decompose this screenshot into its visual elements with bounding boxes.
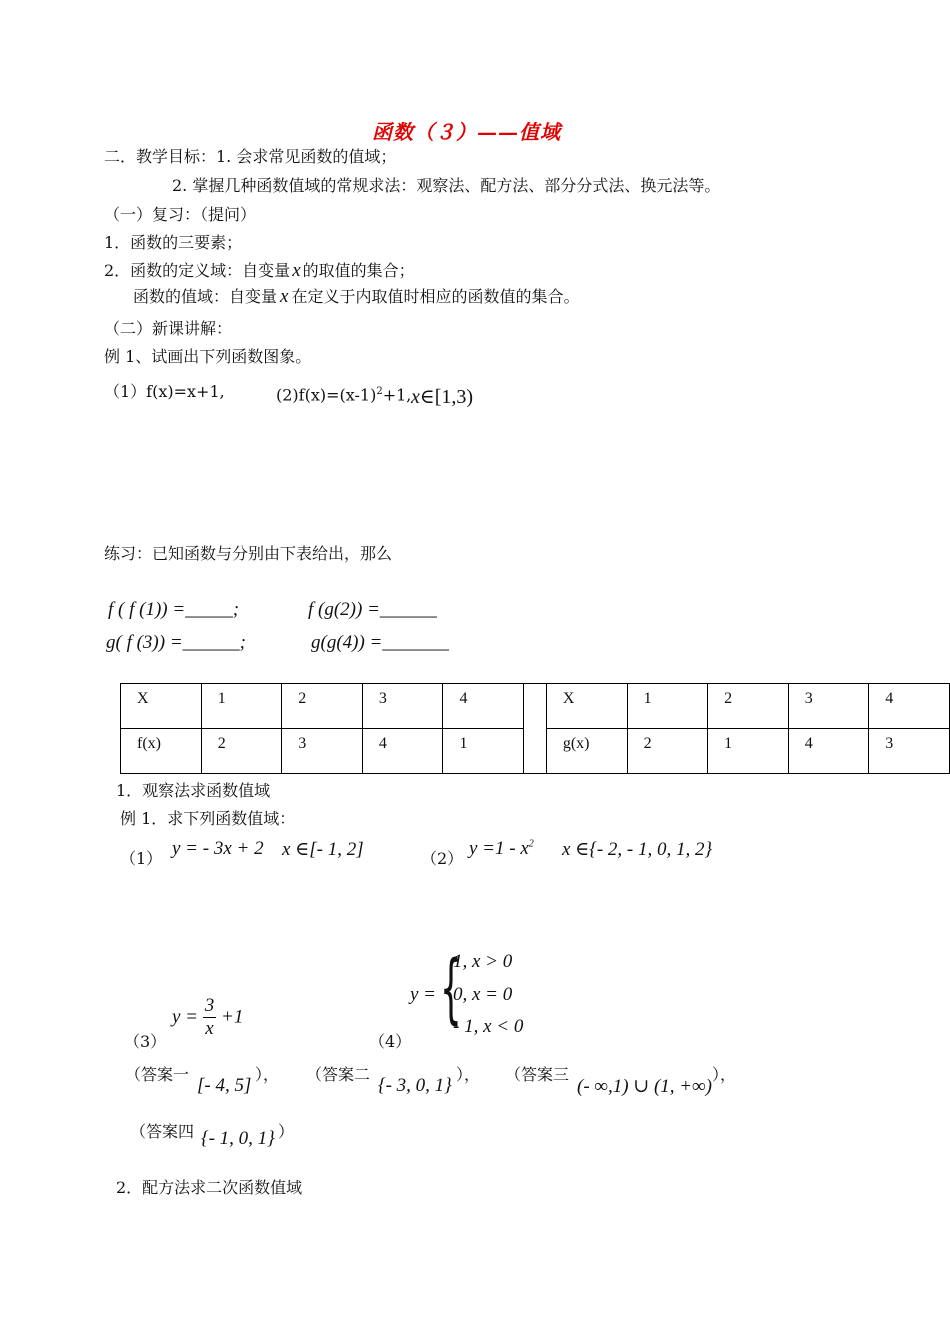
review-item-3 (133, 286, 579, 308)
example-1-part-2 (276, 381, 411, 406)
function-tables (120, 683, 950, 774)
practice-question-2: f (g(2)) =______ (308, 599, 437, 620)
problem-1-domain: x ∈[- 1, 2] (282, 839, 364, 860)
method-1-heading: 1．观察法求函数值域 (116, 781, 271, 800)
example-1-part-2-expr: (2)f(x)=(x-1) (276, 385, 377, 405)
exponent: 2 (528, 838, 534, 850)
problem-4-case-1: 1, x > 0 (453, 951, 513, 972)
table-f-cell: 1 (201, 684, 282, 729)
example-1-part-2-tail: +1, (382, 385, 412, 405)
goals-line-1: 二．教学目标：1. 会求常见函数的值域； (104, 147, 397, 166)
table-f-cell: X (121, 684, 202, 729)
fraction-numerator: 3 (204, 995, 215, 1016)
method-1-example: 例 1．求下列函数值域： (120, 809, 296, 828)
review-item-3-suffix: 在定义于内取值时相应的函数值的集合。 (291, 287, 580, 306)
table-g-cell: 4 (788, 729, 869, 774)
answer-3-value: (- ∞,1) ∪ (1, +∞) (577, 1076, 712, 1097)
table-f-cell: 4 (362, 729, 443, 774)
answer-3-label: （答案三 (505, 1065, 570, 1084)
table-f-cell: 4 (443, 684, 524, 729)
review-item-2-prefix: 2．函数的定义域：自变量 (104, 261, 291, 280)
answer-1-value: [- 4, 5] (197, 1075, 252, 1096)
table-g-cell: 1 (708, 729, 789, 774)
table-f-cell: 2 (201, 729, 282, 774)
exponent: 2 (376, 386, 383, 397)
answer-2-close: ）， (456, 1065, 481, 1084)
new-lesson-heading: （二）新课讲解： (104, 319, 233, 338)
table-f-cell: 3 (362, 684, 443, 729)
answer-4-value: {- 1, 0, 1} (201, 1128, 275, 1149)
page-title: 函数（３）——值域 (372, 120, 561, 144)
example-1-part-1: （1）f(x)=x+1, (104, 382, 225, 401)
fraction (203, 995, 217, 1040)
problem-3-expr (172, 995, 243, 1040)
problem-2-domain: x ∈{- 2, - 1, 0, 1, 2} (562, 839, 713, 860)
review-item-2 (104, 260, 415, 282)
review-item-2-suffix: 的取值的集合； (302, 261, 415, 280)
variable-x: x (411, 386, 420, 408)
answer-2-value: {- 3, 0, 1} (378, 1075, 452, 1096)
fraction-denominator: x (205, 1018, 214, 1039)
answer-3-close: ）， (712, 1065, 737, 1084)
table-g-cell: 3 (788, 684, 869, 729)
problem-3-label: （3） (124, 1032, 167, 1051)
table-g-cell: 2 (627, 729, 708, 774)
problem-4-label: （4） (369, 1032, 412, 1051)
table-header-row (121, 684, 950, 729)
problem-4-case-2: 0, x = 0 (453, 984, 513, 1005)
practice-question-3: g( f (3)) =______; (106, 632, 246, 653)
table-f-cell: 3 (282, 729, 363, 774)
table-g-cell: 2 (708, 684, 789, 729)
table-g-cell: X (546, 684, 627, 729)
problem-2-expr-base: y =1 - x (469, 838, 529, 859)
problem-1-expr: y = - 3x + 2 (172, 838, 264, 859)
problem-2-label: （2） (421, 849, 464, 868)
table-f-cell: f(x) (121, 729, 202, 774)
method-2-heading: 2．配方法求二次函数值域 (116, 1178, 303, 1197)
problem-4-y: y = (410, 984, 437, 1005)
practice-question-1: f ( f (1)) =_____; (108, 599, 240, 620)
left-brace-icon: { (440, 943, 462, 1032)
answer-2-label: （答案二 (306, 1065, 371, 1084)
table-g-cell: 4 (869, 684, 950, 729)
review-heading: （一）复习：（提问） (104, 205, 257, 224)
example-1-heading: 例 1、试画出下列函数图象。 (104, 347, 312, 366)
table-f-cell: 1 (443, 729, 524, 774)
answer-4-label: （答案四 (130, 1122, 195, 1141)
review-item-1: 1．函数的三要素； (104, 233, 243, 252)
variable-x: x (280, 286, 289, 307)
example-1-domain (411, 384, 473, 409)
answer-1-label: （答案一 (125, 1065, 190, 1084)
problem-4-case-3: - 1, x < 0 (453, 1016, 524, 1037)
goals-line-2: 2. 掌握几种函数值域的常规求法：观察法、配方法、部分分式法、换元法等。 (172, 176, 721, 195)
table-gap (524, 684, 547, 774)
answer-1-close: ）， (255, 1065, 280, 1084)
table-g-cell: 1 (627, 684, 708, 729)
problem-1-label: （1） (120, 849, 163, 868)
table-g-cell: 3 (869, 729, 950, 774)
table-f-cell: 2 (282, 684, 363, 729)
domain-interval: ∈[1,3) (419, 386, 474, 408)
problem-3-tail: +1 (221, 1006, 244, 1028)
answer-4-close: ） (278, 1122, 295, 1141)
review-item-3-prefix: 函数的值域：自变量 (133, 287, 278, 306)
problem-2-expr (469, 838, 534, 860)
problem-3-y: y = (172, 1006, 199, 1028)
variable-x: x (292, 260, 301, 281)
practice-text: 练习：已知函数与分别由下表给出，那么 (104, 544, 393, 563)
practice-question-4: g(g(4)) =_______ (311, 632, 449, 653)
table-g-cell: g(x) (546, 729, 627, 774)
